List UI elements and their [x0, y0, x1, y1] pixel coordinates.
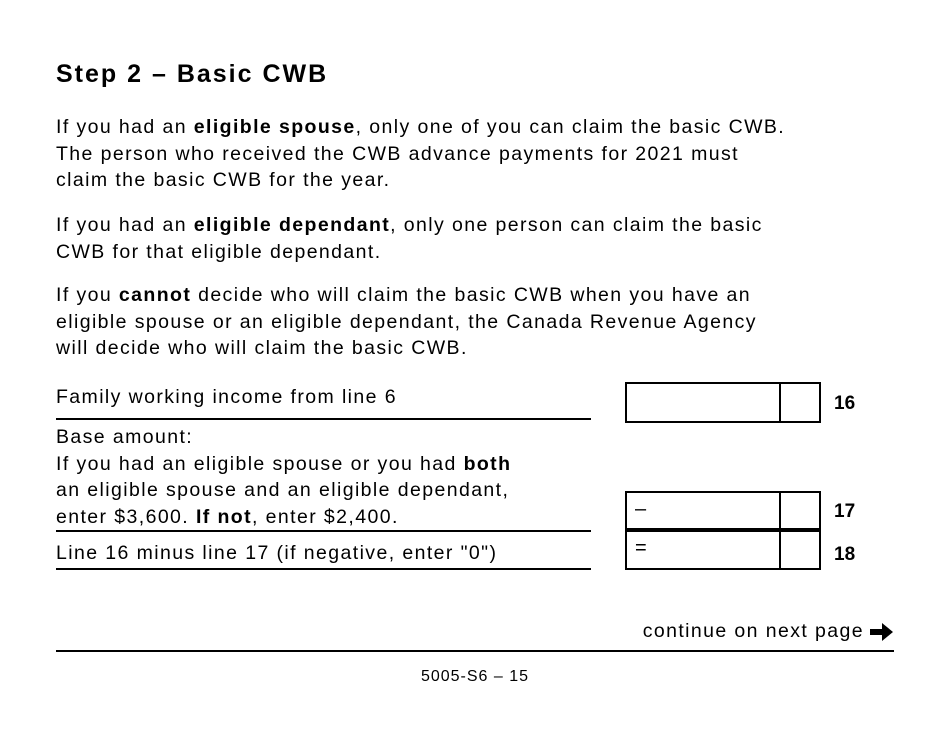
line-18-label: Line 16 minus line 17 (if negative, enter "0") [56, 540, 591, 570]
line-17-label: Base amount: If you had an eligible spouse or you had both an eligible spouse and an eligible dependant, enter $3,600. If not, enter $2,400. [56, 424, 591, 532]
line-17-number: 17 [834, 501, 856, 522]
footer-divider [56, 650, 894, 652]
paragraph-eligible-dependant: If you had an eligible dependant, only one person can claim the basic CWB for that eligible dependant. [56, 214, 763, 263]
line-18-amount-input[interactable] [625, 530, 821, 570]
line-18-number: 18 [834, 544, 856, 565]
paragraph-eligible-spouse: If you had an eligible spouse, only one of you can claim the basic CWB. The person who received the CWB advance payments for 2021 must claim the basic CWB for the year. [56, 116, 786, 191]
minus-sign: – [635, 498, 647, 520]
line-17-amount-input[interactable] [625, 491, 821, 530]
line-16-number: 16 [834, 393, 856, 414]
line-16-label: Family working income from line 6 [56, 384, 591, 420]
cents-divider [779, 384, 781, 421]
cents-divider [779, 493, 781, 528]
page-footer: 5005-S6 – 15 [420, 668, 530, 685]
line-16-amount-input[interactable] [625, 382, 821, 423]
equals-sign: = [635, 537, 647, 559]
continue-next-page: continue on next page [643, 620, 894, 643]
arrow-right-icon [868, 621, 894, 643]
cents-divider [779, 532, 781, 568]
paragraph-cannot-decide: If you cannot decide who will claim the basic CWB when you have an eligible spouse or an eligible dependant, the Canada Revenue Agency will decide who will claim the basic CWB. [56, 284, 757, 359]
section-heading: Step 2 – Basic CWB [56, 60, 329, 88]
